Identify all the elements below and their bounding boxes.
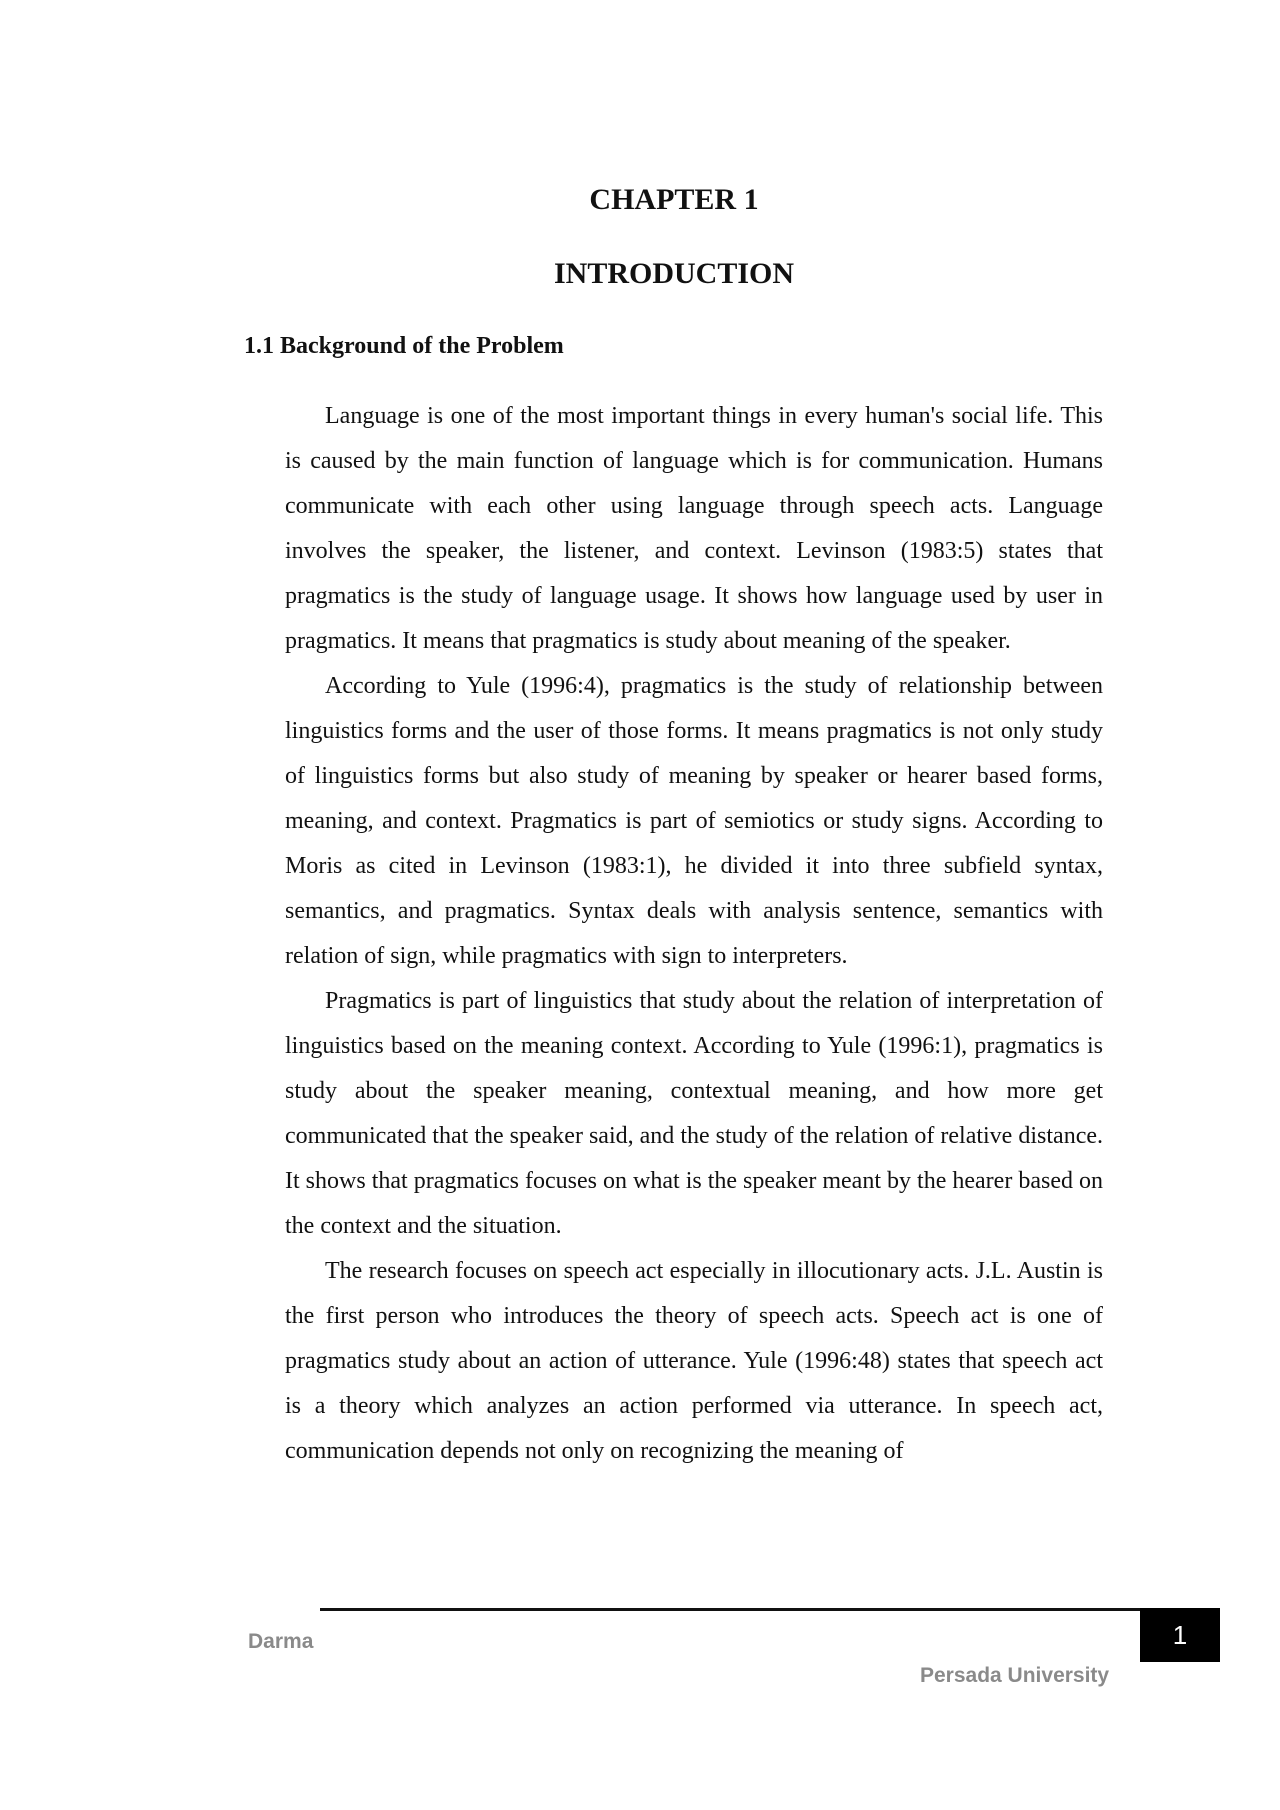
- footer-left-text: Darma: [248, 1630, 314, 1653]
- body-text: [285, 394, 1103, 1474]
- paragraph-2: According to Yule (1996:4), pragmatics is the study of relationship between linguistics forms and the user of those forms. It means pragmatics is not only study of linguistics forms but also study of meaning by speaker or hearer based forms, meaning, and context. Pragmatics is part of semiotics or study signs. According to Moris as cited in Levinson (1983:1), he divided it into three subfield syntax, semantics, and pragmatics. Syntax deals with analysis sentence, semantics with relation of sign, while pragmatics with sign to interpreters.: [285, 673, 1103, 969]
- section-heading: 1.1 Background of the Problem: [244, 333, 564, 359]
- chapter-title: INTRODUCTION: [553, 257, 795, 290]
- paragraph-4: The research focuses on speech act especially in illocutionary acts. J.L. Austin is the first person who introduces the theory of speech acts. Speech act is one of pragmatics study about an action of utterance. Yule (1996:48) states that speech act is a theory which analyzes an action performed via utterance. In speech act, communication depends not only on recognizing the meaning of: [285, 1258, 1103, 1464]
- page-number-box: [1140, 1608, 1220, 1662]
- footer-right-text: Persada University: [920, 1664, 1110, 1687]
- paragraph-1: Language is one of the most important things in every human's social life. This is caused by the main function of language which is for communication. Humans communicate with each other using language through speech acts. Language involves the speaker, the listener, and context. Levinson (1983:5) states that pragmatics is the study of language usage. It shows how language used by user in pragmatics. It means that pragmatics is study about meaning of the speaker.: [285, 403, 1103, 654]
- paragraph-3: Pragmatics is part of linguistics that study about the relation of interpretation of linguistics based on the meaning context. According to Yule (1996:1), pragmatics is study about the speaker meaning, contextual meaning, and how more get communicated that the speaker said, and the study of the relation of relative distance. It shows that pragmatics focuses on what is the speaker meant by the hearer based on the context and the situation.: [285, 988, 1103, 1239]
- chapter-number: CHAPTER 1: [589, 183, 759, 216]
- page-number: 1: [1172, 1619, 1188, 1650]
- footer-divider: [320, 1608, 1150, 1611]
